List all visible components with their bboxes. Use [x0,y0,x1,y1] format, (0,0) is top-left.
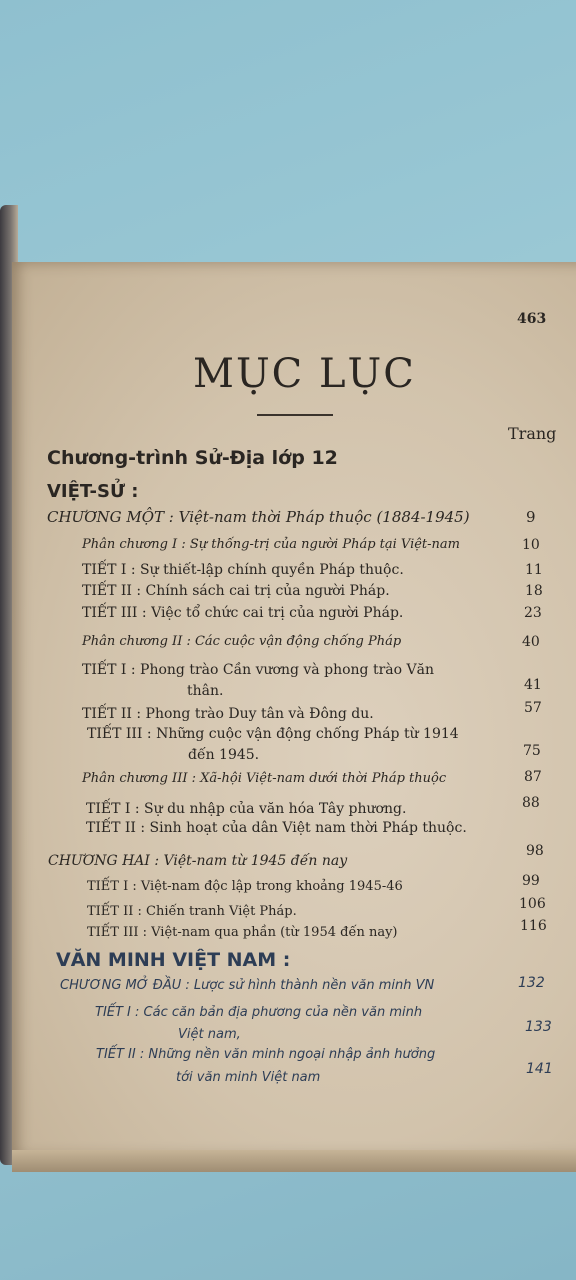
toc-page-section: 18 [525,583,543,599]
toc-page-subchapter-3: 87 [524,769,542,785]
handwritten-entry-section: TIẾT I : Các căn bản địa phương của nền văn minh [95,1005,423,1020]
toc-page-chapter-2: 98 [526,843,544,859]
toc-entry-subchapter-1: Phân chương I : Sự thống-trị của người Pháp tại Việt-nam [82,537,460,552]
toc-entry-section: TIẾT III : Việc tổ chức cai trị của người Pháp. [82,605,404,621]
toc-entry-chapter-2: CHƯƠNG HAI : Việt-nam từ 1945 đến nay [48,853,348,869]
title-rule [257,414,333,416]
toc-entry-section: TIẾT II : Chiến tranh Việt Pháp. [87,904,297,919]
toc-page-chapter-1: 9 [526,508,536,526]
toc-entry-continuation: đến 1945. [188,747,260,763]
toc-page-section: 116 [520,918,547,934]
section-heading-van-minh: VĂN MINH VIỆT NAM : [56,949,291,971]
toc-entry-section: TIẾT I : Sự du nhập của văn hóa Tây phương. [86,801,407,817]
page-title: MỤC LỤC [193,351,416,397]
toc-entry-section: TIẾT I : Việt-nam độc lập trong khoảng 1945-46 [87,879,403,894]
toc-entry-chapter-1: CHƯƠNG MỘT : Việt-nam thời Pháp thuộc (1884-1945) [47,508,470,526]
toc-page-section: 75 [523,743,541,759]
handwritten-page-chapter: 132 [518,975,545,991]
toc-page-section: 11 [525,562,543,578]
handwritten-entry-continuation: tới văn minh Việt nam [176,1070,321,1085]
toc-entry-section: TIẾT III : Việt-nam qua phần (từ 1954 đến nay) [87,925,398,940]
toc-entry-section: TIẾT II : Phong trào Duy tân và Đông du. [82,706,374,722]
handwritten-entry-continuation: Việt nam, [178,1027,241,1042]
toc-entry-subchapter-3: Phân chương III : Xã-hội Việt-nam dưới thời Pháp thuộc [82,771,447,786]
toc-page-subchapter-2: 40 [522,634,540,650]
page-bottom-edge [12,1150,576,1172]
toc-page-section: 57 [524,700,542,716]
page-number: 463 [517,311,547,327]
toc-page-subchapter-1: 10 [522,537,540,553]
section-heading-viet-su: VIỆT-SỬ : [47,481,139,502]
toc-page-section: 23 [524,605,542,621]
handwritten-entry-section: TIẾT II : Những nền văn minh ngoại nhập ảnh hưởng [96,1047,436,1062]
toc-page-section: 106 [519,896,546,912]
toc-entry-section: TIẾT I : Sự thiết-lập chính quyền Pháp thuộc. [82,562,404,578]
toc-entry-section: TIẾT I : Phong trào Cần vương và phong trào Văn [82,662,434,678]
handwritten-entry-chapter: CHƯƠNG MỞ ĐẦU : Lược sử hình thành nền văn minh VN [60,978,435,993]
toc-entry-section: TIẾT II : Chính sách cai trị của người Pháp. [82,583,390,599]
toc-entry-section: TIẾT II : Sinh hoạt của dân Việt nam thời Pháp thuộc. [86,820,467,836]
handwritten-page-section: 133 [525,1019,552,1035]
program-heading: Chương-trình Sử-Địa lớp 12 [47,447,338,469]
toc-entry-subchapter-2: Phân chương II : Các cuộc vận động chống Pháp [82,634,402,649]
toc-entry-continuation: thân. [187,683,224,699]
toc-page-section: 99 [522,873,540,889]
toc-page-section: 88 [522,795,540,811]
toc-page-section: 41 [524,677,542,693]
column-label: Trang [508,424,557,443]
toc-entry-section: TIẾT III : Những cuộc vận động chống Pháp từ 1914 [87,726,459,742]
handwritten-page-section: 141 [526,1061,553,1077]
